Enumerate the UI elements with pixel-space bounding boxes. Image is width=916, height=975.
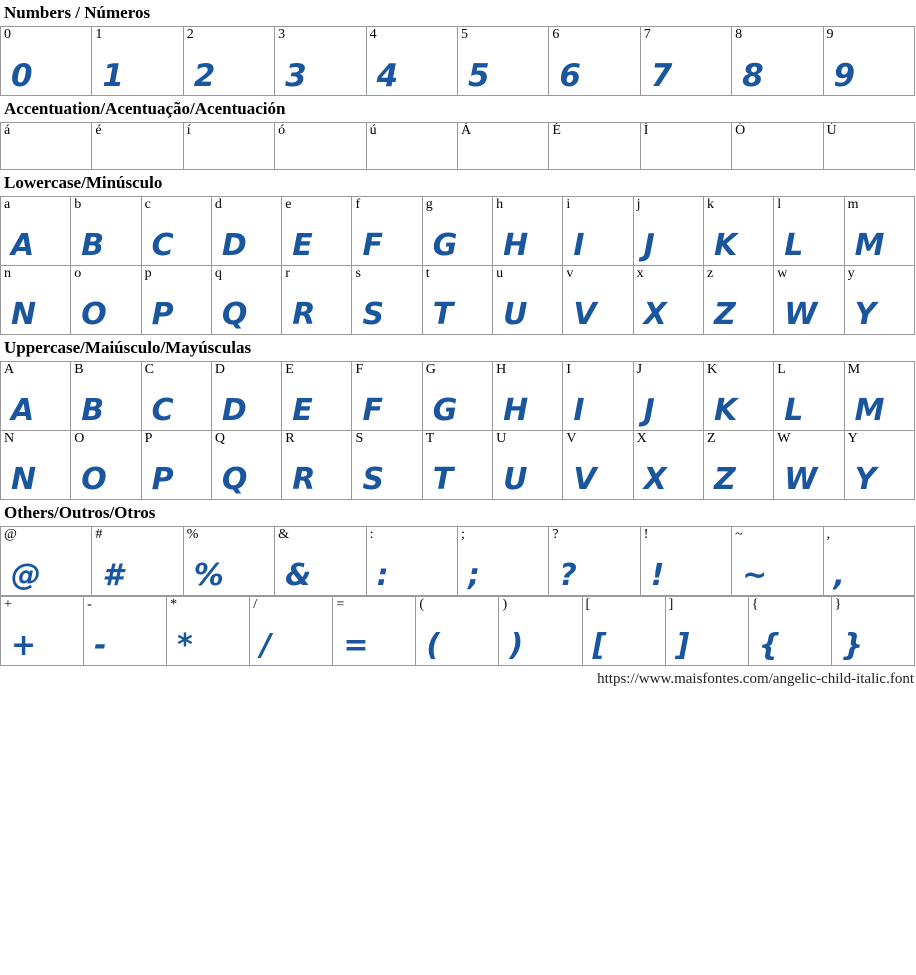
glyph-cell[interactable]: [71, 431, 141, 500]
glyph-sample: M: [854, 393, 885, 428]
glyph-sample: &: [285, 558, 312, 593]
table-row: [1, 362, 915, 431]
glyph-cell[interactable]: [183, 123, 274, 170]
glyph-cell[interactable]: [703, 266, 773, 335]
glyph-label: j: [636, 197, 641, 212]
glyph-label: L: [777, 362, 786, 377]
glyph-label: É: [552, 123, 561, 138]
glyph-label: B: [74, 362, 84, 377]
glyph-sample: M: [854, 228, 885, 263]
glyph-cell[interactable]: [333, 597, 416, 666]
glyph-cell[interactable]: [563, 362, 633, 431]
glyph-sample: G: [432, 393, 458, 428]
table-row: [1, 597, 915, 666]
glyph-cell[interactable]: [665, 597, 748, 666]
section-title-others: Others/Outros/Otros: [4, 503, 156, 522]
glyph-label: M: [847, 362, 861, 377]
glyph-cell[interactable]: [352, 197, 422, 266]
glyph-cell[interactable]: [1, 266, 71, 335]
glyph-cell[interactable]: [211, 431, 281, 500]
glyph-sample: N: [11, 462, 37, 497]
glyph-cell[interactable]: [844, 197, 914, 266]
glyph-sample: G: [432, 228, 458, 263]
glyph-sample: P: [151, 297, 174, 332]
glyph-cell[interactable]: [71, 266, 141, 335]
glyph-cell[interactable]: [183, 527, 274, 596]
glyph-cell[interactable]: [499, 597, 582, 666]
glyph-cell[interactable]: [211, 197, 281, 266]
glyph-label: 5: [460, 27, 468, 42]
glyph-label: Ó: [735, 123, 746, 138]
glyph-cell[interactable]: [1, 597, 84, 666]
glyph-sample: 0: [11, 58, 33, 94]
glyph-label: Á: [460, 123, 472, 138]
glyph-sample: J: [643, 393, 655, 428]
glyph-sample: Z: [713, 297, 736, 332]
glyph-cell[interactable]: [549, 27, 640, 96]
glyph-cell[interactable]: [732, 123, 823, 170]
glyph-label: 7: [643, 27, 651, 42]
glyph-sample: Q: [221, 462, 248, 497]
section-title-numbers: Numbers / Números: [4, 3, 151, 22]
glyph-sample: U: [503, 462, 528, 497]
glyph-label: é: [95, 123, 102, 138]
glyph-label: ó: [278, 123, 286, 138]
glyph-cell[interactable]: [71, 197, 141, 266]
glyph-label: X: [636, 431, 647, 446]
glyph-sample: A: [11, 228, 35, 263]
glyph-label: F: [355, 362, 364, 377]
glyph-label: ]: [668, 597, 674, 612]
glyph-cell[interactable]: [211, 362, 281, 431]
glyph-cell[interactable]: [250, 597, 333, 666]
glyph-sample: /: [260, 628, 272, 663]
glyph-cell[interactable]: [1, 123, 92, 170]
glyph-cell[interactable]: [732, 527, 823, 596]
glyph-cell[interactable]: [582, 597, 665, 666]
glyph-cell[interactable]: [366, 27, 457, 96]
glyph-label: V: [566, 431, 577, 446]
glyph-sample: Y: [854, 462, 877, 497]
glyph-sample: W: [784, 462, 818, 497]
glyph-label: =: [336, 597, 345, 612]
glyph-cell[interactable]: [422, 431, 492, 500]
table-row: [1, 197, 915, 266]
glyph-sample: N: [11, 297, 37, 332]
glyph-cell[interactable]: [748, 597, 831, 666]
table-row: [1, 431, 915, 500]
glyph-label: e: [285, 197, 292, 212]
glyph-label: T: [425, 431, 435, 446]
glyph-label: Í: [643, 123, 649, 138]
glyph-sample: :: [376, 558, 389, 593]
glyph-label: K: [706, 362, 718, 377]
glyph-cell[interactable]: [823, 27, 914, 96]
glyph-cell[interactable]: [92, 123, 183, 170]
glyph-cell[interactable]: [167, 597, 250, 666]
glyph-cell[interactable]: [282, 197, 352, 266]
glyph-cell[interactable]: [732, 27, 823, 96]
glyph-cell[interactable]: [549, 527, 640, 596]
glyph-cell[interactable]: [640, 123, 731, 170]
glyph-label: ~: [735, 527, 743, 542]
glyph-cell[interactable]: [457, 27, 548, 96]
glyph-sample: (: [426, 628, 441, 663]
glyph-label: c: [144, 197, 151, 212]
glyph-sample: H: [503, 228, 529, 263]
glyph-cell[interactable]: [703, 431, 773, 500]
glyph-cell[interactable]: [831, 597, 914, 666]
glyph-label: 9: [826, 27, 834, 42]
glyph-cell[interactable]: [1, 27, 92, 96]
glyph-label: E: [285, 362, 294, 377]
glyph-sample: *: [177, 628, 193, 663]
glyph-sample: {: [758, 628, 781, 663]
glyph-label: ,: [826, 527, 831, 542]
glyph-cell[interactable]: [633, 362, 703, 431]
glyph-cell[interactable]: [633, 197, 703, 266]
glyph-sample: S: [362, 297, 385, 332]
glyph-cell[interactable]: [1, 197, 71, 266]
glyph-label: +: [4, 597, 12, 612]
glyph-label: R: [285, 431, 295, 446]
glyph-sample: R: [292, 297, 316, 332]
glyph-label: U: [496, 431, 507, 446]
glyph-label: ú: [369, 123, 377, 138]
glyph-label: Z: [706, 431, 716, 446]
glyph-label: n: [4, 266, 11, 281]
glyph-sample: B: [81, 393, 105, 428]
glyph-cell[interactable]: [84, 597, 167, 666]
glyph-sample: !: [650, 558, 665, 593]
glyph-cell[interactable]: [352, 431, 422, 500]
glyph-cell[interactable]: [640, 27, 731, 96]
glyph-cell[interactable]: [703, 362, 773, 431]
glyph-label: y: [847, 266, 855, 281]
glyph-sample: 3: [285, 58, 307, 94]
glyph-sample: F: [362, 228, 383, 263]
glyph-cell[interactable]: [493, 266, 563, 335]
glyph-sample: #: [102, 558, 124, 593]
glyph-cell[interactable]: [844, 266, 914, 335]
glyph-label: (: [419, 597, 425, 612]
glyph-cell[interactable]: [844, 362, 914, 431]
glyph-cell[interactable]: [352, 362, 422, 431]
glyph-cell[interactable]: [1, 362, 71, 431]
glyph-label: r: [285, 266, 290, 281]
glyph-sample: ?: [559, 558, 577, 593]
glyph-sample: Z: [713, 462, 736, 497]
glyph-cell[interactable]: [282, 362, 352, 431]
glyph-sample: 2: [193, 58, 216, 94]
glyph-sample: I: [573, 228, 585, 263]
glyph-label: W: [777, 431, 791, 446]
glyph-sample: ~: [742, 558, 768, 593]
section-title-lowercase: Lowercase/Minúsculo: [4, 173, 163, 192]
glyph-sample: P: [151, 462, 174, 497]
glyph-sample: 8: [742, 58, 764, 94]
source-url[interactable]: https://www.maisfontes.com/angelic-child-italic.font: [597, 671, 914, 687]
glyph-cell[interactable]: [366, 527, 457, 596]
glyph-label: /: [253, 597, 258, 612]
glyph-cell[interactable]: [416, 597, 499, 666]
glyph-label: {: [751, 597, 759, 612]
glyph-label: Y: [847, 431, 858, 446]
glyph-label: ): [502, 597, 508, 612]
glyph-label: ?: [552, 527, 559, 542]
glyph-cell[interactable]: [457, 123, 548, 170]
glyph-label: H: [496, 362, 507, 377]
glyph-cell[interactable]: [92, 527, 183, 596]
glyph-sample: 7: [650, 58, 673, 94]
glyph-sample: O: [81, 462, 107, 497]
glyph-sample: ;: [467, 558, 480, 593]
glyph-sample: F: [362, 393, 383, 428]
glyph-table-others-row1: [0, 526, 915, 596]
glyph-label: f: [355, 197, 361, 212]
glyph-label: N: [4, 431, 15, 446]
glyph-label: @: [4, 527, 17, 542]
glyph-sample: 5: [467, 58, 490, 94]
glyph-label: 4: [369, 27, 377, 42]
glyph-cell[interactable]: [141, 266, 211, 335]
glyph-cell[interactable]: [563, 266, 633, 335]
glyph-cell[interactable]: [633, 431, 703, 500]
glyph-sample: C: [151, 393, 174, 428]
glyph-label: o: [74, 266, 82, 281]
glyph-sample: ,: [833, 558, 845, 593]
glyph-label: A: [4, 362, 15, 377]
glyph-label: 2: [186, 27, 194, 42]
glyph-sample: H: [503, 393, 529, 428]
glyph-label: S: [355, 431, 364, 446]
glyph-cell[interactable]: [703, 197, 773, 266]
glyph-label: 1: [95, 27, 103, 42]
glyph-cell[interactable]: [774, 266, 844, 335]
glyph-cell[interactable]: [71, 362, 141, 431]
glyph-cell[interactable]: [422, 266, 492, 335]
glyph-cell[interactable]: [823, 527, 914, 596]
glyph-sample: =: [343, 628, 369, 663]
glyph-label: !: [643, 527, 649, 542]
glyph-label: O: [74, 431, 85, 446]
glyph-cell[interactable]: [282, 431, 352, 500]
section-title-uppercase: Uppercase/Maiúsculo/Mayúsculas: [4, 338, 252, 357]
glyph-sample: T: [432, 462, 454, 497]
glyph-label: *: [170, 597, 178, 612]
glyph-table-uppercase: [0, 361, 915, 500]
glyph-label: u: [496, 266, 504, 281]
glyph-label: x: [636, 266, 644, 281]
glyph-cell[interactable]: [275, 527, 366, 596]
glyph-label: 6: [552, 27, 560, 42]
glyph-table-accentuation: [0, 122, 915, 170]
glyph-sample: -: [94, 628, 107, 663]
glyph-cell[interactable]: [493, 362, 563, 431]
glyph-cell[interactable]: [141, 197, 211, 266]
glyph-cell[interactable]: [493, 431, 563, 500]
glyph-sample: U: [503, 297, 528, 332]
glyph-sample: L: [784, 393, 804, 428]
glyph-sample: X: [643, 297, 667, 332]
glyph-label: á: [4, 123, 11, 138]
glyph-sample: K: [713, 228, 738, 263]
glyph-cell[interactable]: [211, 266, 281, 335]
glyph-label: %: [186, 527, 199, 542]
glyph-label: [: [585, 597, 591, 612]
glyph-sample: E: [292, 228, 313, 263]
glyph-cell[interactable]: [457, 527, 548, 596]
glyph-cell[interactable]: [282, 266, 352, 335]
glyph-label: P: [144, 431, 153, 446]
glyph-label: q: [214, 266, 222, 281]
glyph-label: l: [777, 197, 782, 212]
glyph-label: }: [834, 597, 842, 612]
glyph-sample: 1: [102, 58, 124, 94]
glyph-cell[interactable]: [549, 123, 640, 170]
glyph-label: w: [777, 266, 788, 281]
glyph-sample: E: [292, 393, 313, 428]
glyph-sample: C: [151, 228, 174, 263]
glyph-label: G: [425, 362, 436, 377]
table-row: [1, 123, 915, 170]
glyph-cell[interactable]: [352, 266, 422, 335]
glyph-cell[interactable]: [563, 431, 633, 500]
glyph-cell[interactable]: [633, 266, 703, 335]
glyph-sample: Y: [854, 297, 877, 332]
glyph-label: Ú: [826, 123, 837, 138]
glyph-table-others-row2: [0, 596, 915, 666]
glyph-label: p: [144, 266, 152, 281]
glyph-label: i: [566, 197, 571, 212]
glyph-label: J: [636, 362, 643, 377]
glyph-cell[interactable]: [774, 362, 844, 431]
glyph-label: t: [425, 266, 430, 281]
glyph-label: g: [425, 197, 433, 212]
glyph-label: í: [186, 123, 191, 138]
glyph-cell[interactable]: [1, 527, 92, 596]
glyph-label: z: [706, 266, 714, 281]
glyph-sample: +: [11, 628, 37, 663]
glyph-sample: Q: [221, 297, 248, 332]
glyph-sample: %: [193, 558, 224, 593]
glyph-cell[interactable]: [823, 123, 914, 170]
glyph-label: 0: [4, 27, 11, 42]
glyph-label: I: [566, 362, 572, 377]
glyph-sample: T: [432, 297, 454, 332]
glyph-label: #: [95, 527, 103, 542]
glyph-sample: K: [713, 393, 738, 428]
glyph-sample: J: [643, 228, 655, 263]
glyph-cell[interactable]: [141, 431, 211, 500]
glyph-cell[interactable]: [1, 431, 71, 500]
glyph-cell[interactable]: [141, 362, 211, 431]
glyph-label: v: [566, 266, 574, 281]
table-row: [1, 27, 915, 96]
table-row: [1, 527, 915, 596]
glyph-cell[interactable]: [366, 123, 457, 170]
section-title-accentuation: Accentuation/Acentuação/Acentuación: [4, 99, 286, 118]
glyph-sample: B: [81, 228, 105, 263]
glyph-sample: [: [592, 628, 607, 663]
glyph-label: &: [278, 527, 290, 542]
glyph-cell[interactable]: [640, 527, 731, 596]
glyph-sample: @: [11, 558, 41, 593]
glyph-label: 8: [735, 27, 743, 42]
glyph-cell[interactable]: [563, 197, 633, 266]
glyph-sample: D: [221, 228, 247, 263]
glyph-sample: ]: [675, 628, 690, 663]
glyph-sample: 9: [833, 58, 856, 94]
glyph-sample: I: [573, 393, 585, 428]
glyph-label: C: [144, 362, 154, 377]
glyph-label: -: [87, 597, 92, 612]
glyph-label: a: [4, 197, 11, 212]
table-row: [1, 266, 915, 335]
glyph-cell[interactable]: [183, 27, 274, 96]
glyph-sample: O: [81, 297, 107, 332]
glyph-cell[interactable]: [422, 362, 492, 431]
glyph-cell[interactable]: [774, 197, 844, 266]
glyph-sample: L: [784, 228, 804, 263]
glyph-cell[interactable]: [275, 123, 366, 170]
glyph-label: :: [369, 527, 374, 542]
glyph-label: s: [355, 266, 361, 281]
glyph-sample: S: [362, 462, 385, 497]
glyph-cell[interactable]: [275, 27, 366, 96]
glyph-label: ;: [460, 527, 465, 542]
glyph-label: d: [214, 197, 222, 212]
glyph-cell[interactable]: [422, 197, 492, 266]
glyph-sample: D: [221, 393, 247, 428]
glyph-sample: V: [573, 297, 597, 332]
glyph-label: h: [496, 197, 504, 212]
glyph-sample: V: [573, 462, 597, 497]
glyph-label: b: [74, 197, 82, 212]
glyph-table-lowercase: [0, 196, 915, 335]
glyph-sample: ): [509, 628, 524, 663]
glyph-label: D: [214, 362, 226, 377]
glyph-sample: W: [784, 297, 818, 332]
glyph-label: m: [847, 197, 859, 212]
glyph-table-numbers: [0, 26, 915, 96]
glyph-sample: 6: [559, 58, 581, 94]
glyph-label: 3: [278, 27, 286, 42]
glyph-sample: A: [11, 393, 35, 428]
glyph-sample: X: [643, 462, 667, 497]
glyph-sample: 4: [376, 58, 399, 94]
glyph-label: k: [706, 197, 714, 212]
glyph-cell[interactable]: [774, 431, 844, 500]
glyph-cell[interactable]: [844, 431, 914, 500]
glyph-label: Q: [214, 431, 226, 446]
glyph-sample: }: [841, 628, 864, 663]
glyph-sample: R: [292, 462, 316, 497]
glyph-cell[interactable]: [493, 197, 563, 266]
glyph-cell[interactable]: [92, 27, 183, 96]
